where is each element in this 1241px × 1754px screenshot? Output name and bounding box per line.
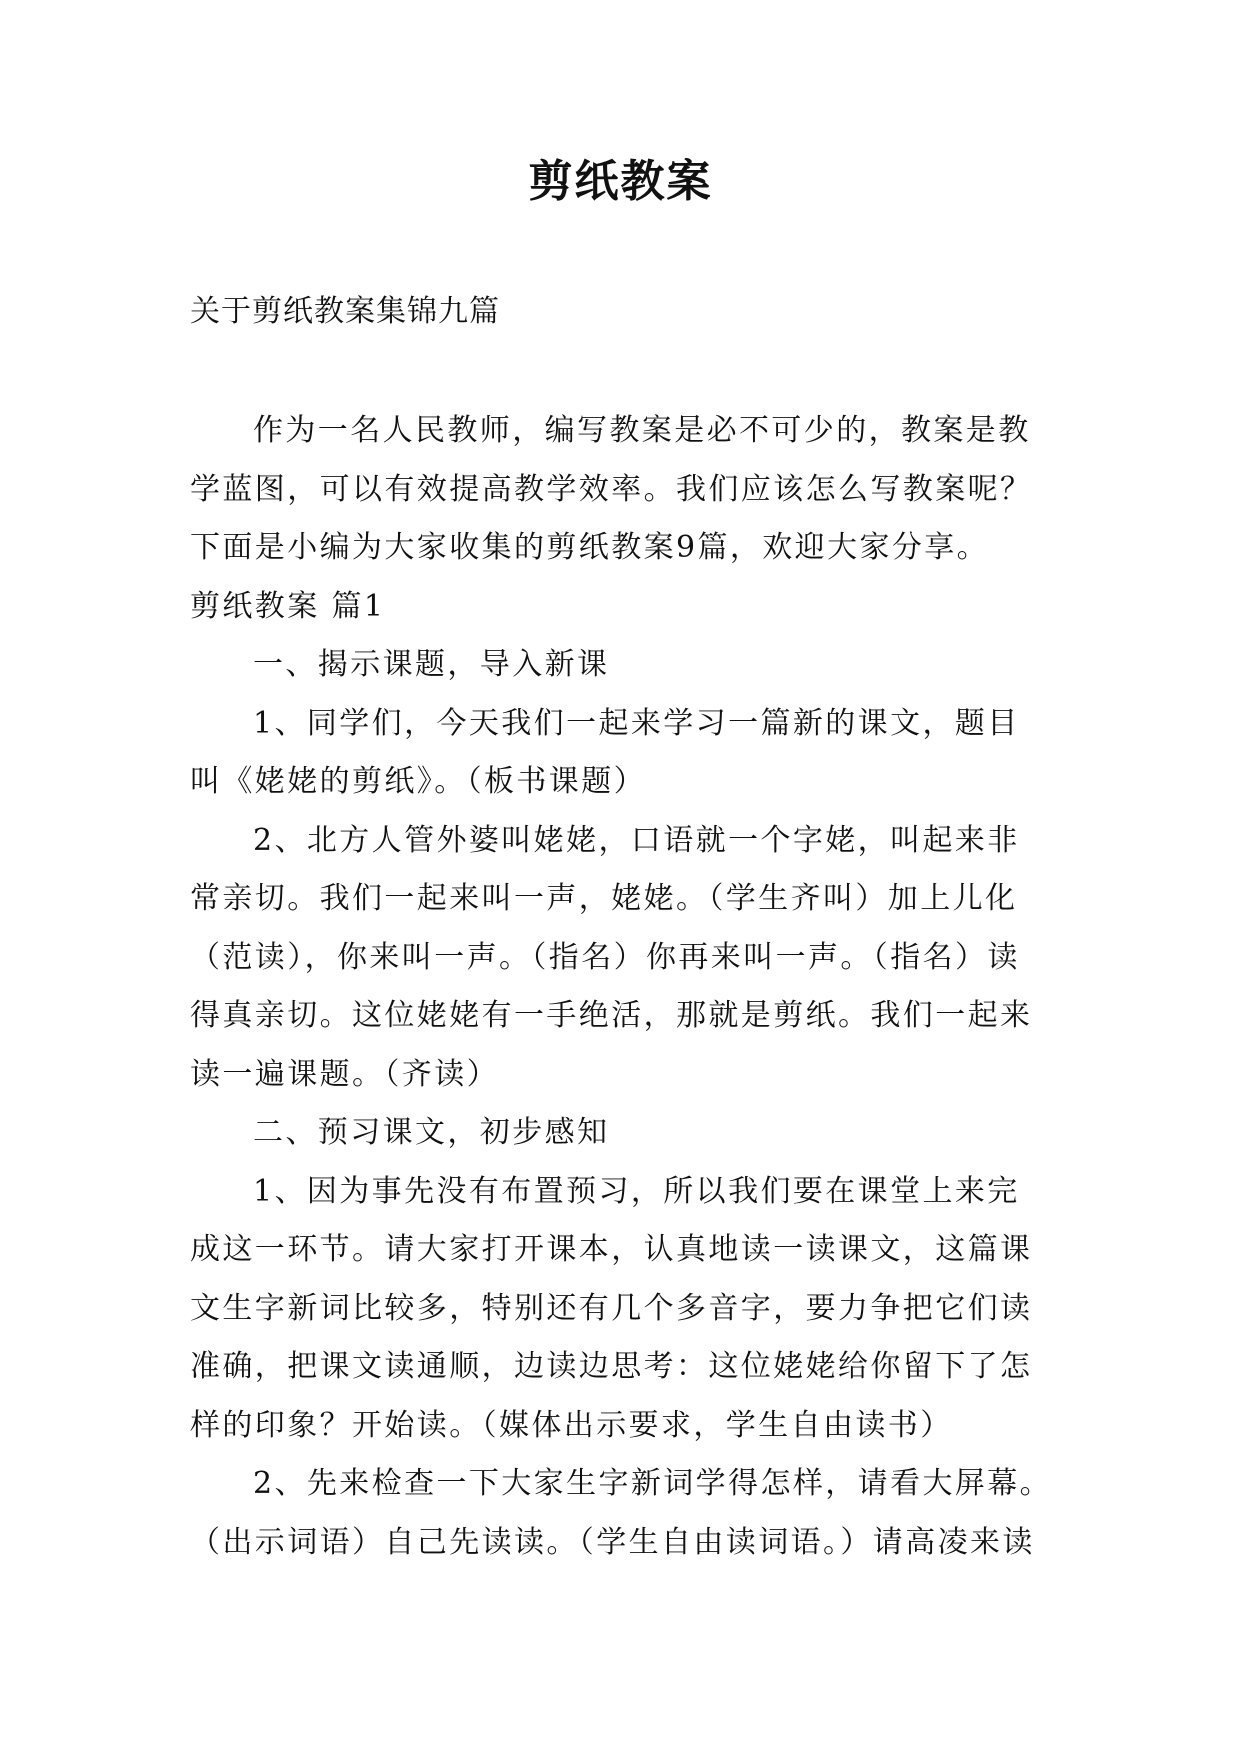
text-line: （范读），你来叫一声。（指名）你再来叫一声。（指名）读	[190, 939, 1020, 975]
text-line: 1、因为事先没有布置预习，所以我们要在课堂上来完	[253, 1173, 1020, 1209]
section-heading: 剪纸教案 篇1	[190, 588, 386, 624]
text-line: 成这一环节。请大家打开课本，认真地读一读课文，这篇课	[190, 1232, 1033, 1267]
document-body	[190, 402, 1095, 1572]
text-line: 2、先来检查一下大家生字新词学得怎样，请看大屏幕。	[253, 1466, 1053, 1501]
text-line: （出示词语）自己先读读。（学生自由读词语。）请高凌来读	[190, 1524, 1035, 1560]
text-line: 样的印象？开始读。（媒体出示要求，学生自由读书）	[190, 1407, 953, 1443]
text-line: 读一遍课题。（齐读）	[190, 1056, 499, 1092]
text-line: 文生字新词比较多，特别还有几个多音字，要力争把它们读	[190, 1290, 1033, 1326]
text-line: 下面是小编为大家收集的剪纸教案9篇，欢迎大家分享。	[190, 530, 990, 565]
document-title: 剪纸教案	[528, 156, 713, 207]
text-line: 得真亲切。这位姥姥有一手绝活，那就是剪纸。我们一起来	[190, 998, 1033, 1033]
document-subtitle: 关于剪纸教案集锦九篇	[190, 294, 500, 329]
text-line: 1、同学们，今天我们一起来学习一篇新的课文，题目	[253, 705, 1020, 741]
text-line: 准确，把课文读通顺，边读边思考：这位姥姥给你留下了怎	[190, 1349, 1033, 1384]
text-line: 叫《姥姥的剪纸》。（板书课题）	[190, 764, 646, 799]
text-line: 常亲切。我们一起来叫一声，姥姥。（学生齐叫）加上儿化	[190, 881, 1018, 916]
text-line: 作为一名人民教师，编写教案是必不可少的，教案是教	[253, 413, 1031, 448]
text-line: 2、北方人管外婆叫姥姥，口语就一个字姥，叫起来非	[253, 822, 1020, 858]
text-line: 一、揭示课题，导入新课	[253, 647, 610, 682]
text-line: 二、预习课文，初步感知	[253, 1115, 610, 1150]
text-line: 学蓝图，可以有效提高教学效率。我们应该怎么写教案呢？	[190, 471, 1033, 507]
